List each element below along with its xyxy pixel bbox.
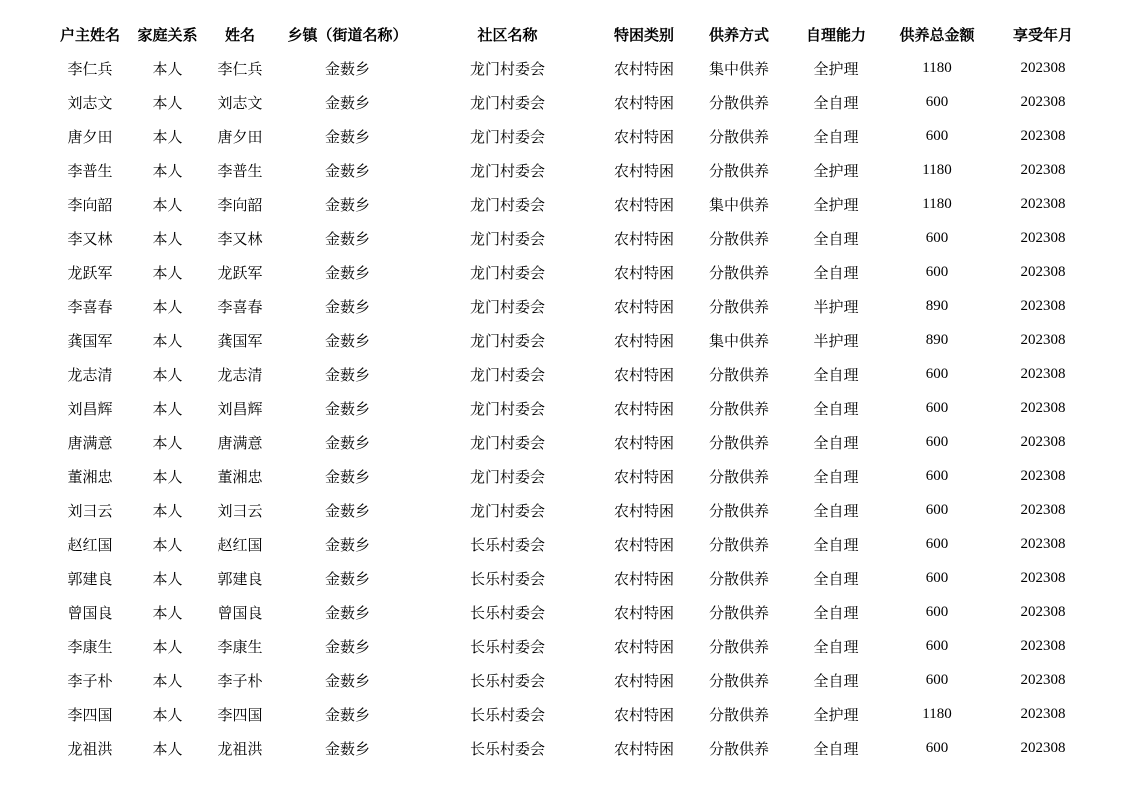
support-mode-cell: 分散供养	[708, 433, 769, 452]
township-cell: 金薮乡	[324, 59, 370, 78]
amount-cell: 1180	[922, 705, 952, 722]
header-support-mode: 供养方式	[708, 25, 769, 44]
community-cell: 长乐村委会	[469, 671, 545, 690]
period-cell: 202308	[1020, 331, 1066, 348]
relation-cell: 本人	[152, 263, 183, 282]
community-cell: 龙门村委会	[469, 297, 545, 316]
category-cell: 农村特困	[613, 637, 674, 656]
table-row	[50, 357, 1099, 391]
name-cell: 李又林	[217, 229, 263, 248]
relation-cell: 本人	[152, 297, 183, 316]
township-cell: 金薮乡	[324, 229, 370, 248]
support-mode-cell: 集中供养	[708, 331, 769, 350]
relation-cell: 本人	[152, 59, 183, 78]
support-mode-cell: 分散供养	[708, 161, 769, 180]
community-cell: 龙门村委会	[469, 331, 545, 350]
category-cell: 农村特困	[613, 297, 674, 316]
self-care-cell: 全护理	[813, 705, 859, 724]
name-cell: 李四国	[217, 705, 263, 724]
self-care-cell: 全自理	[813, 93, 859, 112]
table-row	[50, 459, 1099, 493]
self-care-cell: 全自理	[813, 263, 859, 282]
support-mode-cell: 分散供养	[708, 569, 769, 588]
community-cell: 长乐村委会	[469, 739, 545, 758]
support-mode-cell: 分散供养	[708, 739, 769, 758]
support-mode-cell: 分散供养	[708, 365, 769, 384]
name-cell: 董湘忠	[217, 467, 263, 486]
relation-cell: 本人	[152, 739, 183, 758]
name-cell: 曾国良	[217, 603, 263, 622]
self-care-cell: 全自理	[813, 637, 859, 656]
household-head-cell: 龙志清	[67, 365, 113, 384]
period-cell: 202308	[1020, 671, 1066, 688]
community-cell: 龙门村委会	[469, 195, 545, 214]
table-row	[50, 153, 1099, 187]
name-cell: 唐夕田	[217, 127, 263, 146]
self-care-cell: 全护理	[813, 59, 859, 78]
header-township: 乡镇（街道名称）	[287, 25, 408, 44]
township-cell: 金薮乡	[324, 467, 370, 486]
amount-cell: 600	[925, 433, 949, 450]
table-row	[50, 697, 1099, 731]
relation-cell: 本人	[152, 365, 183, 384]
table-row	[50, 731, 1099, 765]
household-head-cell: 李子朴	[67, 671, 113, 690]
table-row	[50, 51, 1099, 85]
category-cell: 农村特困	[613, 331, 674, 350]
relation-cell: 本人	[152, 195, 183, 214]
support-mode-cell: 分散供养	[708, 603, 769, 622]
amount-cell: 1180	[922, 161, 952, 178]
household-head-cell: 李又林	[67, 229, 113, 248]
amount-cell: 600	[925, 467, 949, 484]
amount-cell: 600	[925, 603, 949, 620]
self-care-cell: 半护理	[813, 331, 859, 350]
amount-cell: 600	[925, 399, 949, 416]
amount-cell: 600	[925, 93, 949, 110]
township-cell: 金薮乡	[324, 331, 370, 350]
header-relation: 家庭关系	[137, 25, 198, 44]
community-cell: 龙门村委会	[469, 229, 545, 248]
township-cell: 金薮乡	[324, 127, 370, 146]
self-care-cell: 全自理	[813, 603, 859, 622]
table-row	[50, 493, 1099, 527]
category-cell: 农村特困	[613, 195, 674, 214]
household-head-cell: 刘彐云	[67, 501, 113, 520]
name-cell: 李向韶	[217, 195, 263, 214]
name-cell: 刘昌辉	[217, 399, 263, 418]
community-cell: 龙门村委会	[469, 93, 545, 112]
period-cell: 202308	[1020, 603, 1066, 620]
township-cell: 金薮乡	[324, 297, 370, 316]
amount-cell: 600	[925, 569, 949, 586]
name-cell: 李仁兵	[217, 59, 263, 78]
household-head-cell: 龙跃军	[67, 263, 113, 282]
relation-cell: 本人	[152, 161, 183, 180]
table-row	[50, 323, 1099, 357]
category-cell: 农村特困	[613, 59, 674, 78]
support-mode-cell: 集中供养	[708, 195, 769, 214]
township-cell: 金薮乡	[324, 705, 370, 724]
relation-cell: 本人	[152, 535, 183, 554]
household-head-cell: 郭建良	[67, 569, 113, 588]
amount-cell: 600	[925, 127, 949, 144]
self-care-cell: 全自理	[813, 501, 859, 520]
township-cell: 金薮乡	[324, 399, 370, 418]
self-care-cell: 全自理	[813, 229, 859, 248]
name-cell: 刘志文	[217, 93, 263, 112]
table-row	[50, 187, 1099, 221]
period-cell: 202308	[1020, 365, 1066, 382]
period-cell: 202308	[1020, 705, 1066, 722]
period-cell: 202308	[1020, 93, 1066, 110]
community-cell: 龙门村委会	[469, 501, 545, 520]
relation-cell: 本人	[152, 433, 183, 452]
township-cell: 金薮乡	[324, 93, 370, 112]
support-mode-cell: 分散供养	[708, 501, 769, 520]
category-cell: 农村特困	[613, 433, 674, 452]
relation-cell: 本人	[152, 671, 183, 690]
self-care-cell: 全自理	[813, 467, 859, 486]
self-care-cell: 半护理	[813, 297, 859, 316]
household-head-cell: 刘昌辉	[67, 399, 113, 418]
household-head-cell: 刘志文	[67, 93, 113, 112]
relief-roster-table	[50, 17, 1099, 765]
amount-cell: 600	[925, 229, 949, 246]
header-self-care: 自理能力	[805, 25, 866, 44]
amount-cell: 1180	[922, 195, 952, 212]
category-cell: 农村特困	[613, 127, 674, 146]
support-mode-cell: 分散供养	[708, 535, 769, 554]
name-cell: 龙祖洪	[217, 739, 263, 758]
header-period: 享受年月	[1012, 25, 1073, 44]
amount-cell: 600	[925, 671, 949, 688]
household-head-cell: 唐夕田	[67, 127, 113, 146]
relation-cell: 本人	[152, 331, 183, 350]
self-care-cell: 全自理	[813, 365, 859, 384]
amount-cell: 600	[925, 535, 949, 552]
category-cell: 农村特困	[613, 365, 674, 384]
support-mode-cell: 分散供养	[708, 93, 769, 112]
table-row	[50, 289, 1099, 323]
table-row	[50, 85, 1099, 119]
relation-cell: 本人	[152, 93, 183, 112]
period-cell: 202308	[1020, 501, 1066, 518]
name-cell: 刘彐云	[217, 501, 263, 520]
name-cell: 李康生	[217, 637, 263, 656]
relation-cell: 本人	[152, 399, 183, 418]
category-cell: 农村特困	[613, 705, 674, 724]
period-cell: 202308	[1020, 297, 1066, 314]
support-mode-cell: 分散供养	[708, 467, 769, 486]
community-cell: 龙门村委会	[469, 467, 545, 486]
self-care-cell: 全自理	[813, 569, 859, 588]
name-cell: 龙跃军	[217, 263, 263, 282]
period-cell: 202308	[1020, 535, 1066, 552]
self-care-cell: 全护理	[813, 161, 859, 180]
support-mode-cell: 分散供养	[708, 263, 769, 282]
period-cell: 202308	[1020, 59, 1066, 76]
table-row	[50, 663, 1099, 697]
relation-cell: 本人	[152, 127, 183, 146]
name-cell: 李普生	[217, 161, 263, 180]
period-cell: 202308	[1020, 127, 1066, 144]
community-cell: 长乐村委会	[469, 705, 545, 724]
amount-cell: 600	[925, 637, 949, 654]
relation-cell: 本人	[152, 501, 183, 520]
table-row	[50, 527, 1099, 561]
category-cell: 农村特困	[613, 671, 674, 690]
household-head-cell: 李康生	[67, 637, 113, 656]
household-head-cell: 龚国军	[67, 331, 113, 350]
household-head-cell: 李向韶	[67, 195, 113, 214]
township-cell: 金薮乡	[324, 263, 370, 282]
amount-cell: 600	[925, 263, 949, 280]
township-cell: 金薮乡	[324, 637, 370, 656]
table-row	[50, 255, 1099, 289]
category-cell: 农村特困	[613, 229, 674, 248]
household-head-cell: 李普生	[67, 161, 113, 180]
period-cell: 202308	[1020, 739, 1066, 756]
township-cell: 金薮乡	[324, 603, 370, 622]
name-cell: 唐满意	[217, 433, 263, 452]
name-cell: 李子朴	[217, 671, 263, 690]
self-care-cell: 全护理	[813, 195, 859, 214]
amount-cell: 600	[925, 365, 949, 382]
table-row	[50, 391, 1099, 425]
relation-cell: 本人	[152, 705, 183, 724]
support-mode-cell: 分散供养	[708, 229, 769, 248]
support-mode-cell: 分散供养	[708, 297, 769, 316]
table-row	[50, 629, 1099, 663]
category-cell: 农村特困	[613, 603, 674, 622]
name-cell: 郭建良	[217, 569, 263, 588]
amount-cell: 1180	[922, 59, 952, 76]
support-mode-cell: 集中供养	[708, 59, 769, 78]
self-care-cell: 全自理	[813, 127, 859, 146]
relation-cell: 本人	[152, 569, 183, 588]
community-cell: 龙门村委会	[469, 127, 545, 146]
header-category: 特困类别	[613, 25, 674, 44]
township-cell: 金薮乡	[324, 671, 370, 690]
household-head-cell: 唐满意	[67, 433, 113, 452]
category-cell: 农村特困	[613, 93, 674, 112]
name-cell: 龙志清	[217, 365, 263, 384]
community-cell: 长乐村委会	[469, 569, 545, 588]
township-cell: 金薮乡	[324, 433, 370, 452]
table-row	[50, 425, 1099, 459]
community-cell: 长乐村委会	[469, 535, 545, 554]
household-head-cell: 董湘忠	[67, 467, 113, 486]
category-cell: 农村特困	[613, 569, 674, 588]
community-cell: 龙门村委会	[469, 433, 545, 452]
support-mode-cell: 分散供养	[708, 637, 769, 656]
household-head-cell: 赵红国	[67, 535, 113, 554]
support-mode-cell: 分散供养	[708, 127, 769, 146]
header-household-head: 户主姓名	[59, 25, 120, 44]
table-row	[50, 119, 1099, 153]
header-amount: 供养总金额	[899, 25, 975, 44]
household-head-cell: 李喜春	[67, 297, 113, 316]
header-row	[50, 17, 1099, 51]
township-cell: 金薮乡	[324, 195, 370, 214]
period-cell: 202308	[1020, 637, 1066, 654]
relation-cell: 本人	[152, 637, 183, 656]
category-cell: 农村特困	[613, 535, 674, 554]
community-cell: 龙门村委会	[469, 365, 545, 384]
township-cell: 金薮乡	[324, 535, 370, 554]
support-mode-cell: 分散供养	[708, 671, 769, 690]
name-cell: 李喜春	[217, 297, 263, 316]
self-care-cell: 全自理	[813, 535, 859, 554]
community-cell: 龙门村委会	[469, 263, 545, 282]
category-cell: 农村特困	[613, 467, 674, 486]
amount-cell: 600	[925, 739, 949, 756]
header-name: 姓名	[224, 25, 255, 44]
self-care-cell: 全自理	[813, 433, 859, 452]
township-cell: 金薮乡	[324, 569, 370, 588]
self-care-cell: 全自理	[813, 399, 859, 418]
household-head-cell: 龙祖洪	[67, 739, 113, 758]
category-cell: 农村特困	[613, 501, 674, 520]
community-cell: 长乐村委会	[469, 637, 545, 656]
self-care-cell: 全自理	[813, 671, 859, 690]
category-cell: 农村特困	[613, 161, 674, 180]
community-cell: 长乐村委会	[469, 603, 545, 622]
community-cell: 龙门村委会	[469, 399, 545, 418]
period-cell: 202308	[1020, 161, 1066, 178]
amount-cell: 890	[925, 331, 949, 348]
support-mode-cell: 分散供养	[708, 705, 769, 724]
township-cell: 金薮乡	[324, 501, 370, 520]
category-cell: 农村特困	[613, 399, 674, 418]
table-body	[50, 51, 1099, 765]
household-head-cell: 曾国良	[67, 603, 113, 622]
period-cell: 202308	[1020, 399, 1066, 416]
community-cell: 龙门村委会	[469, 161, 545, 180]
relation-cell: 本人	[152, 467, 183, 486]
amount-cell: 600	[925, 501, 949, 518]
name-cell: 龚国军	[217, 331, 263, 350]
household-head-cell: 李四国	[67, 705, 113, 724]
township-cell: 金薮乡	[324, 739, 370, 758]
table-row	[50, 595, 1099, 629]
category-cell: 农村特困	[613, 263, 674, 282]
table-row	[50, 221, 1099, 255]
relation-cell: 本人	[152, 229, 183, 248]
period-cell: 202308	[1020, 433, 1066, 450]
table-row	[50, 561, 1099, 595]
township-cell: 金薮乡	[324, 365, 370, 384]
relation-cell: 本人	[152, 603, 183, 622]
amount-cell: 890	[925, 297, 949, 314]
header-community: 社区名称	[477, 25, 538, 44]
period-cell: 202308	[1020, 569, 1066, 586]
period-cell: 202308	[1020, 229, 1066, 246]
support-mode-cell: 分散供养	[708, 399, 769, 418]
period-cell: 202308	[1020, 263, 1066, 280]
household-head-cell: 李仁兵	[67, 59, 113, 78]
period-cell: 202308	[1020, 467, 1066, 484]
category-cell: 农村特困	[613, 739, 674, 758]
community-cell: 龙门村委会	[469, 59, 545, 78]
period-cell: 202308	[1020, 195, 1066, 212]
name-cell: 赵红国	[217, 535, 263, 554]
self-care-cell: 全自理	[813, 739, 859, 758]
township-cell: 金薮乡	[324, 161, 370, 180]
